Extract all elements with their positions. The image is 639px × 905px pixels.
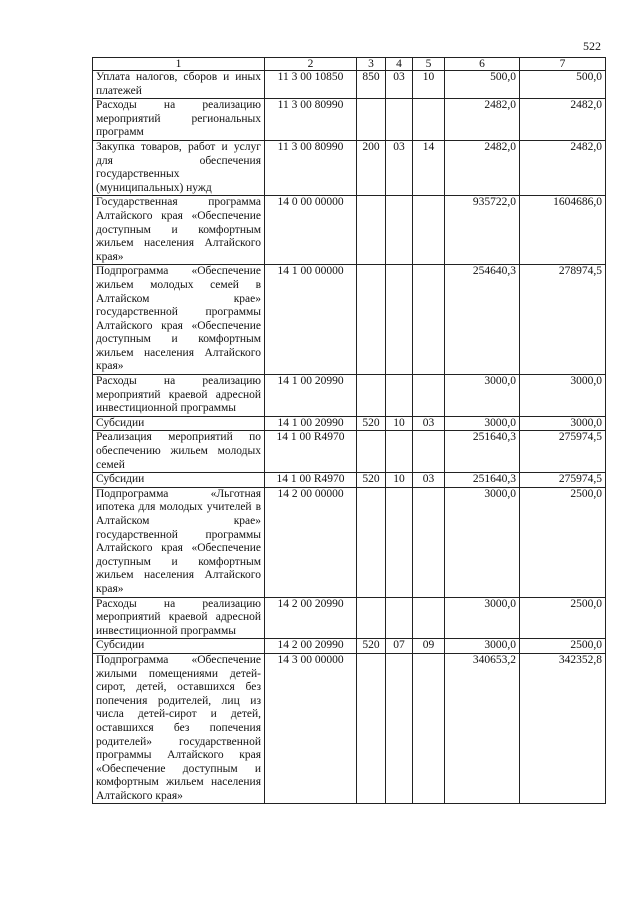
amount-year2-cell: 2500,0: [520, 639, 606, 654]
table-row: [93, 99, 606, 141]
amount-year1-cell: 2482,0: [445, 140, 520, 195]
row-name-cell: Уплата налогов, сборов и иных платежей: [93, 71, 265, 99]
table-row: [93, 71, 606, 99]
row-name-cell: Расходы на реализацию мероприятий краевой адресной инвестиционной программы: [93, 597, 265, 639]
amount-year1-cell: 2482,0: [445, 99, 520, 141]
amount-year1-cell: 935722,0: [445, 196, 520, 265]
table-row: [93, 473, 606, 488]
expense-type-cell: [357, 375, 386, 417]
classification-code-cell: 14 3 00 00000: [265, 653, 357, 804]
expense-type-cell: [357, 653, 386, 804]
table-row: [93, 375, 606, 417]
section-cell: [386, 597, 413, 639]
amount-year2-cell: 1604686,0: [520, 196, 606, 265]
subsection-cell: [413, 265, 445, 375]
amount-year2-cell: 500,0: [520, 71, 606, 99]
column-header: 6: [445, 58, 520, 71]
row-name-cell: Субсидии: [93, 416, 265, 431]
subsection-cell: 03: [413, 473, 445, 488]
subsection-cell: [413, 487, 445, 597]
amount-year1-cell: 3000,0: [445, 597, 520, 639]
column-header: 5: [413, 58, 445, 71]
classification-code-cell: 14 1 00 00000: [265, 265, 357, 375]
subsection-cell: 03: [413, 416, 445, 431]
section-cell: 03: [386, 140, 413, 195]
amount-year1-cell: 3000,0: [445, 416, 520, 431]
expense-type-cell: [357, 431, 386, 473]
classification-code-cell: 14 0 00 00000: [265, 196, 357, 265]
column-header: 1: [93, 58, 265, 71]
amount-year2-cell: 275974,5: [520, 431, 606, 473]
amount-year2-cell: 275974,5: [520, 473, 606, 488]
section-cell: [386, 196, 413, 265]
expense-type-cell: 850: [357, 71, 386, 99]
amount-year1-cell: 3000,0: [445, 375, 520, 417]
amount-year1-cell: 251640,3: [445, 431, 520, 473]
row-name-cell: Закупка товаров, работ и услуг для обеспечения государственных (муниципальных) нужд: [93, 140, 265, 195]
amount-year1-cell: 500,0: [445, 71, 520, 99]
table-row: [93, 416, 606, 431]
row-name-cell: Государственная программа Алтайского края «Обеспечение доступным и комфортным жильем населения Алтайского края»: [93, 196, 265, 265]
row-name-cell: Субсидии: [93, 473, 265, 488]
expense-type-cell: 200: [357, 140, 386, 195]
expense-type-cell: [357, 99, 386, 141]
amount-year2-cell: 3000,0: [520, 375, 606, 417]
section-cell: [386, 653, 413, 804]
section-cell: [386, 431, 413, 473]
classification-code-cell: 14 2 00 20990: [265, 639, 357, 654]
section-cell: 10: [386, 416, 413, 431]
table-row: [93, 597, 606, 639]
column-header: 2: [265, 58, 357, 71]
amount-year2-cell: 2482,0: [520, 140, 606, 195]
table-row: [93, 653, 606, 804]
amount-year1-cell: 254640,3: [445, 265, 520, 375]
expense-type-cell: 520: [357, 416, 386, 431]
classification-code-cell: 14 1 00 R4970: [265, 473, 357, 488]
amount-year1-cell: 3000,0: [445, 487, 520, 597]
table-row: [93, 431, 606, 473]
classification-code-cell: 11 3 00 10850: [265, 71, 357, 99]
section-cell: 10: [386, 473, 413, 488]
column-header: 3: [357, 58, 386, 71]
amount-year2-cell: 2500,0: [520, 487, 606, 597]
amount-year2-cell: 2482,0: [520, 99, 606, 141]
amount-year2-cell: 278974,5: [520, 265, 606, 375]
classification-code-cell: 11 3 00 80990: [265, 140, 357, 195]
expense-type-cell: [357, 597, 386, 639]
classification-code-cell: 14 1 00 20990: [265, 375, 357, 417]
expense-type-cell: [357, 196, 386, 265]
section-cell: [386, 487, 413, 597]
column-header-row: [93, 58, 606, 71]
row-name-cell: Реализация мероприятий по обеспечению жильем молодых семей: [93, 431, 265, 473]
expense-type-cell: 520: [357, 639, 386, 654]
page-number: 522: [583, 39, 601, 53]
subsection-cell: [413, 375, 445, 417]
section-cell: 07: [386, 639, 413, 654]
classification-code-cell: 14 1 00 20990: [265, 416, 357, 431]
subsection-cell: 10: [413, 71, 445, 99]
classification-code-cell: 14 2 00 20990: [265, 597, 357, 639]
section-cell: [386, 375, 413, 417]
row-name-cell: Расходы на реализацию мероприятий краевой адресной инвестиционной программы: [93, 375, 265, 417]
column-header: 7: [520, 58, 606, 71]
subsection-cell: [413, 431, 445, 473]
subsection-cell: [413, 597, 445, 639]
row-name-cell: Подпрограмма «Льготная ипотека для молодых учителей в Алтайском крае» государственной программы Алтайского края «Обеспечение доступным и комфортным жильем населения Алтайского края»: [93, 487, 265, 597]
amount-year1-cell: 251640,3: [445, 473, 520, 488]
classification-code-cell: 14 1 00 R4970: [265, 431, 357, 473]
expense-type-cell: [357, 487, 386, 597]
table-row: [93, 487, 606, 597]
row-name-cell: Подпрограмма «Обеспечение жилыми помещениями детей-сирот, детей, оставшихся без попечения родителей, лиц из числа детей-сирот и детей, оставшихся без попечения родителей» государственной программы Алтайского края «Обеспечение доступным и комфортным жильем населения Алтайского края»: [93, 653, 265, 804]
row-name-cell: Подпрограмма «Обеспечение жильем молодых семей в Алтайском крае» государственной программы Алтайского края «Обеспечение доступным и комфортным жильем населения Алтайского края»: [93, 265, 265, 375]
amount-year1-cell: 3000,0: [445, 639, 520, 654]
amount-year1-cell: 340653,2: [445, 653, 520, 804]
amount-year2-cell: 3000,0: [520, 416, 606, 431]
subsection-cell: [413, 196, 445, 265]
amount-year2-cell: 2500,0: [520, 597, 606, 639]
section-cell: [386, 99, 413, 141]
expense-type-cell: 520: [357, 473, 386, 488]
column-header: 4: [386, 58, 413, 71]
table-row: [93, 639, 606, 654]
table-row: [93, 265, 606, 375]
row-name-cell: Расходы на реализацию мероприятий региональных программ: [93, 99, 265, 141]
section-cell: 03: [386, 71, 413, 99]
table-row: [93, 196, 606, 265]
subsection-cell: [413, 99, 445, 141]
subsection-cell: 09: [413, 639, 445, 654]
row-name-cell: Субсидии: [93, 639, 265, 654]
classification-code-cell: 14 2 00 00000: [265, 487, 357, 597]
section-cell: [386, 265, 413, 375]
subsection-cell: 14: [413, 140, 445, 195]
classification-code-cell: 11 3 00 80990: [265, 99, 357, 141]
expense-type-cell: [357, 265, 386, 375]
subsection-cell: [413, 653, 445, 804]
table-row: [93, 140, 606, 195]
budget-table: [92, 57, 606, 804]
amount-year2-cell: 342352,8: [520, 653, 606, 804]
